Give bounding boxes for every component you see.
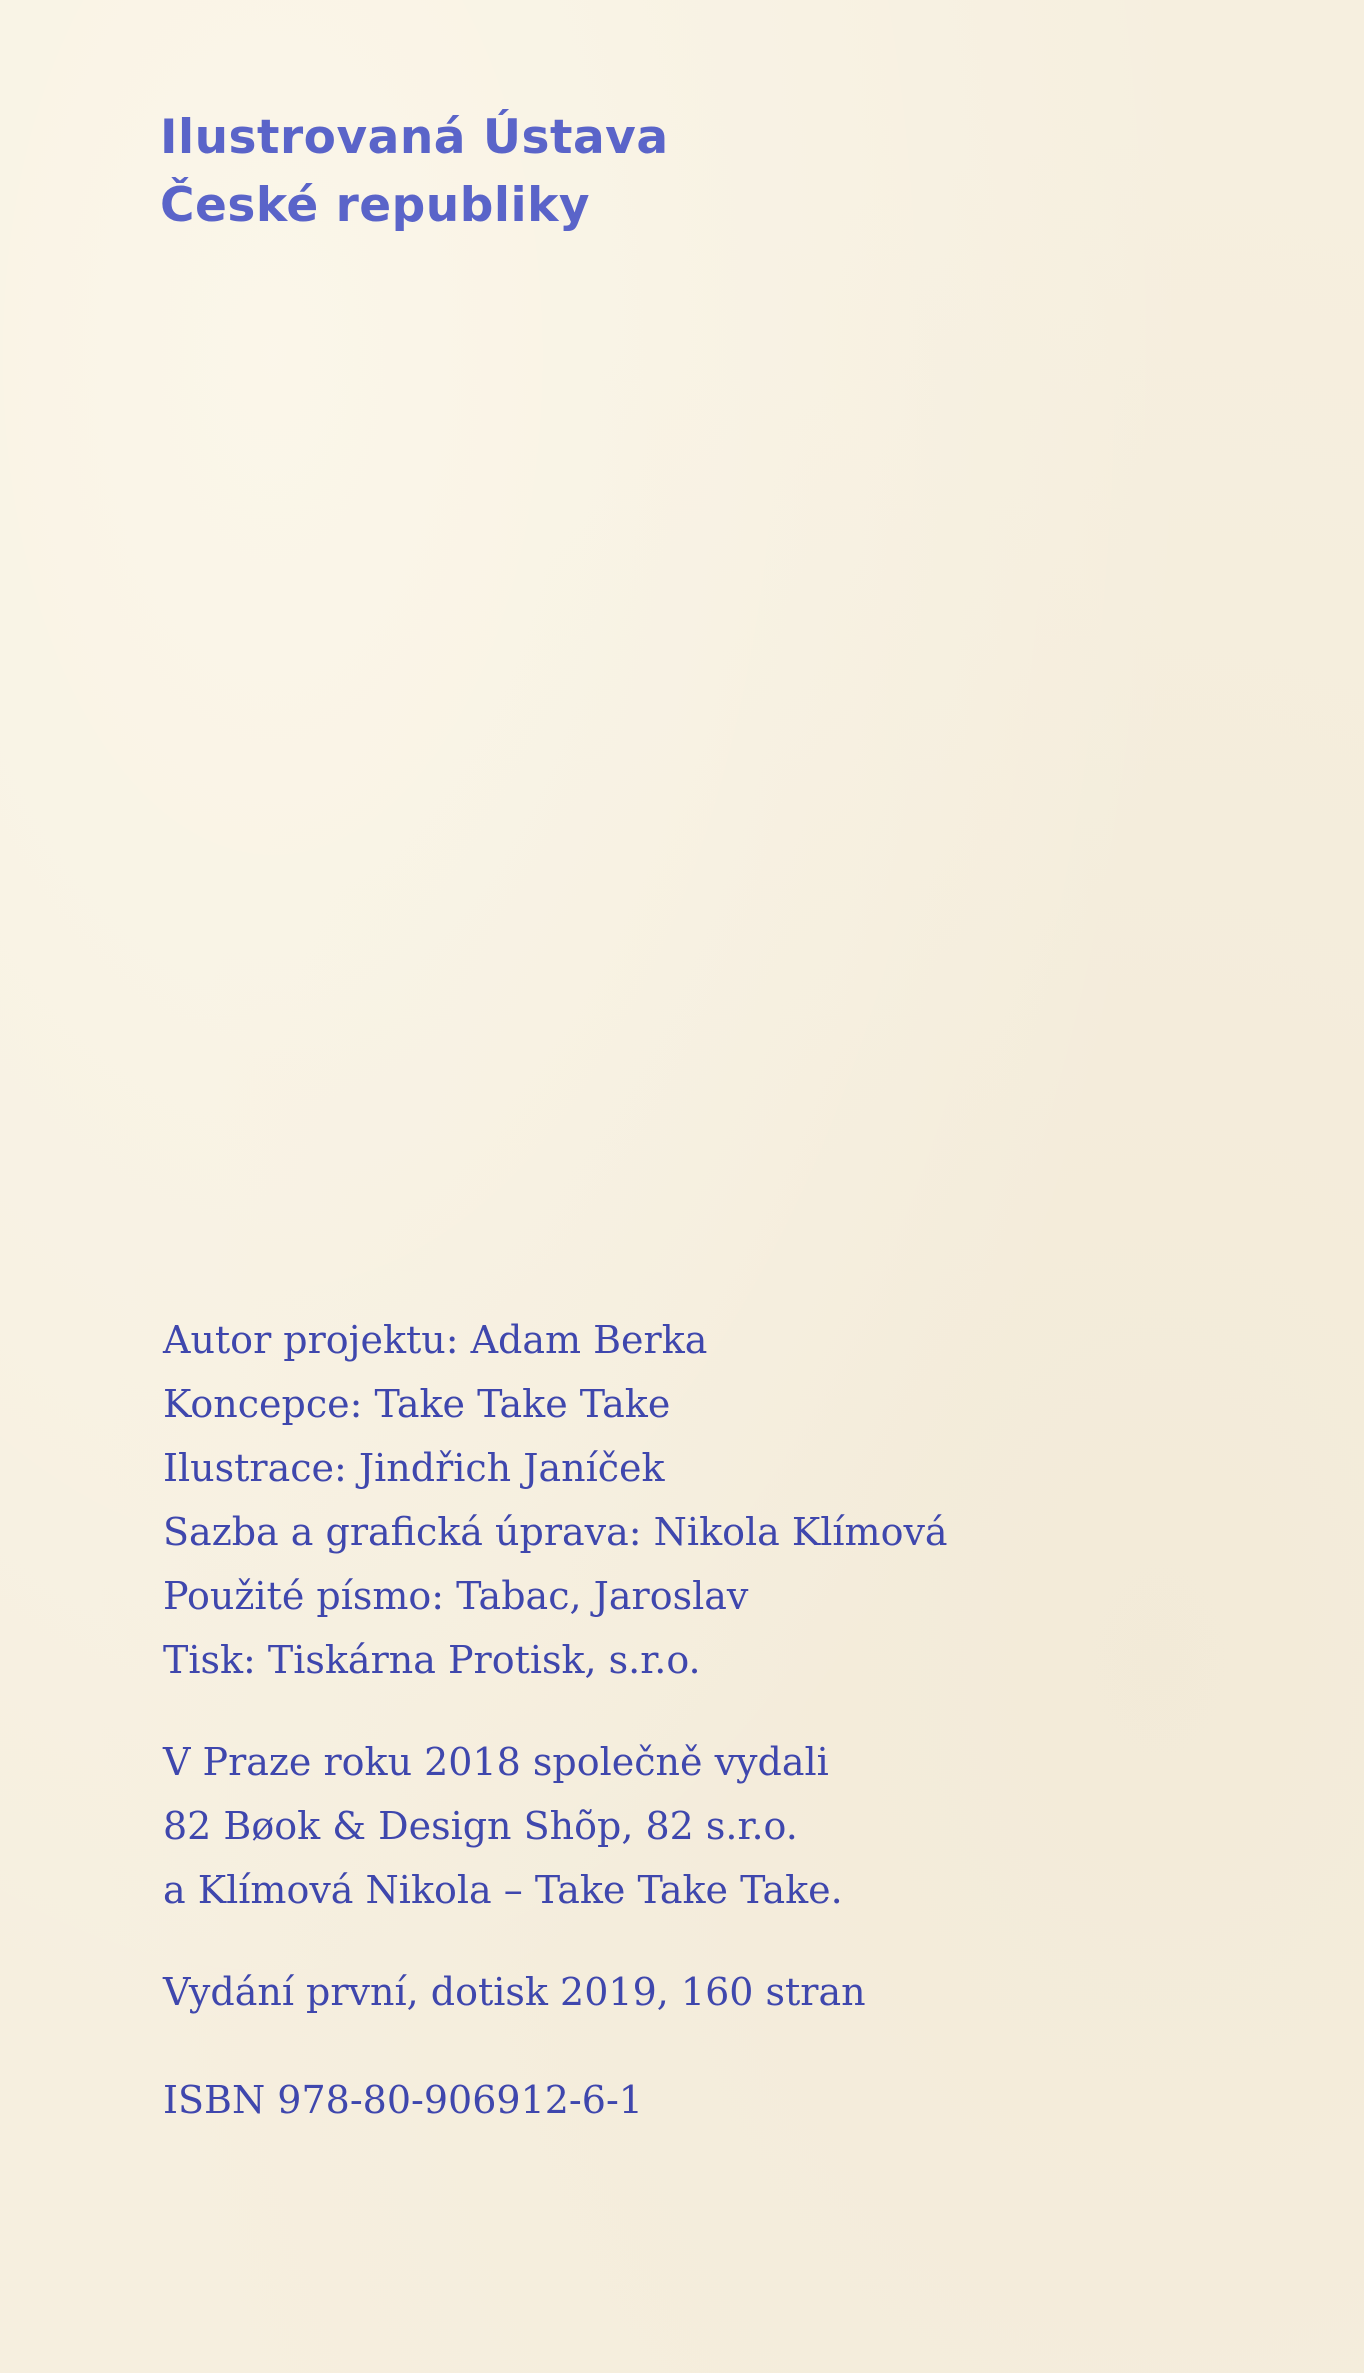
book-title-line-2: České republiky bbox=[160, 178, 590, 233]
credit-typeface: Použité písmo: Tabac, Jaroslav bbox=[163, 1574, 749, 1618]
publishers-block bbox=[163, 1730, 1263, 1922]
credit-concept: Koncepce: Take Take Take bbox=[163, 1382, 671, 1426]
edition-block bbox=[163, 1960, 1263, 2024]
publishers-line-3: a Klímová Nikola – Take Take Take. bbox=[163, 1868, 843, 1912]
book-title bbox=[160, 104, 1060, 240]
credit-illustration: Ilustrace: Jindřich Janíček bbox=[163, 1446, 665, 1490]
credit-typesetting: Sazba a grafická úprava: Nikola Klímová bbox=[163, 1510, 948, 1554]
credits-list bbox=[163, 1308, 1263, 1692]
publishers-line-2: 82 Bøok & Design Shõp, 82 s.r.o. bbox=[163, 1804, 798, 1848]
credit-printing: Tisk: Tiskárna Protisk, s.r.o. bbox=[163, 1638, 701, 1682]
isbn-number: ISBN 978-80-906912-6-1 bbox=[163, 2078, 643, 2122]
edition-info: Vydání první, dotisk 2019, 160 stran bbox=[163, 1970, 866, 2014]
credit-author: Autor projektu: Adam Berka bbox=[163, 1318, 708, 1362]
isbn-block bbox=[163, 2068, 1263, 2132]
book-title-line-1: Ilustrovaná Ústava bbox=[160, 110, 669, 165]
publishers-line-1: V Praze roku 2018 společně vydali bbox=[163, 1740, 829, 1784]
imprint-text bbox=[163, 1308, 1263, 2132]
